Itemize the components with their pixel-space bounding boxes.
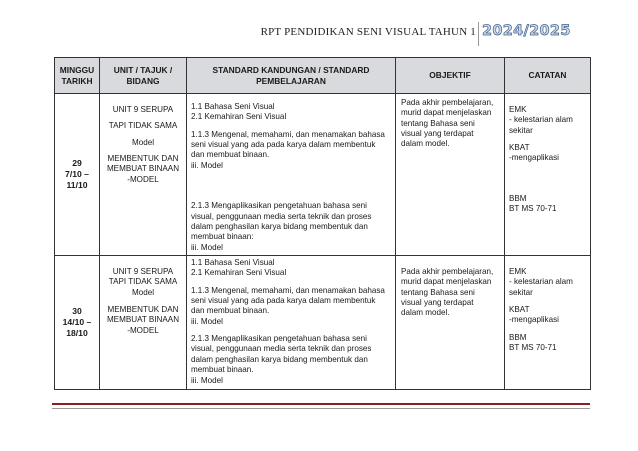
obj-line: Pada akhir pembelajaran, <box>401 266 494 276</box>
date-start: 7/10 – <box>65 168 89 179</box>
bbm-line: BT MS 70-71 <box>509 204 557 214</box>
rpt-table <box>54 57 591 390</box>
page-footer-rule <box>52 403 590 409</box>
obj-line: visual yang terdapat <box>401 298 474 308</box>
header-minggu: MINGGU <box>59 64 95 75</box>
bbm-label: BBM <box>509 193 527 203</box>
date-end: 11/10 <box>66 179 88 190</box>
unit-line: MEMBUAT BINAAN <box>106 164 180 174</box>
obj-line: dalam model. <box>401 139 450 149</box>
sk-line: seni visual yang ada pada karya dalam membentuk <box>191 296 376 306</box>
sk-line: seni visual yang ada pada karya dalam membentuk <box>191 140 376 150</box>
sk-line: visual, penggunaan media serta teknik dan proses <box>191 211 372 221</box>
cell-standard <box>187 255 396 389</box>
week-number: 30 <box>72 305 82 316</box>
kbat-label: KBAT <box>509 305 530 315</box>
header-standard <box>187 58 396 94</box>
header-unit-tajuk-bidang <box>100 58 187 94</box>
emk-label: EMK <box>509 266 527 276</box>
sk-line: dan membuat binaan. <box>191 306 270 316</box>
page-header <box>0 22 638 48</box>
sk-line: visual, penggunaan media serta teknik dan proses <box>191 344 372 354</box>
cell-minggu <box>55 94 100 256</box>
cell-catatan <box>505 94 591 256</box>
unit-line: -MODEL <box>127 325 159 335</box>
obj-line: murid dapat menjelaskan <box>401 277 492 287</box>
date-end: 18/10 <box>66 327 88 338</box>
footer-gray-line <box>52 408 590 409</box>
sk-line: 2.1 Kemahiran Seni Visual <box>191 268 287 278</box>
sk-line: 2.1.3 Mengaplikasikan pengetahuan bahasa seni <box>191 334 367 344</box>
bbm-label: BBM <box>509 332 527 342</box>
date-start: 14/10 – <box>62 316 92 327</box>
header-divider <box>478 22 479 46</box>
obj-line: visual yang terdapat <box>401 129 474 139</box>
obj-line: murid dapat menjelaskan <box>401 108 492 118</box>
cell-catatan <box>505 255 591 389</box>
emk-line: - kelestarian alam <box>509 277 573 287</box>
header-catatan: CATATAN <box>505 58 591 94</box>
unit-line: UNIT 9 SERUPA <box>112 105 174 114</box>
bbm-line: BT MS 70-71 <box>509 343 557 353</box>
header-standard-line2: PEMBELAJARAN <box>256 75 326 86</box>
cell-minggu <box>55 255 100 389</box>
cell-unit <box>100 94 187 256</box>
sk-line: membuat binaan: <box>191 232 254 242</box>
cell-objektif <box>396 94 505 256</box>
emk-label: EMK <box>509 105 527 114</box>
footer-red-line <box>52 403 590 405</box>
sk-line: 2.1.3 Mengaplikasikan pengetahuan bahasa seni <box>191 201 367 211</box>
unit-line: Model <box>131 137 155 147</box>
kbat-line: -mengaplikasi <box>509 153 559 163</box>
sk-line: iii. Model <box>191 242 223 252</box>
unit-line: MEMBENTUK DAN <box>107 305 179 315</box>
cell-standard <box>187 94 396 256</box>
obj-line: tentang Bahasa seni <box>401 287 475 297</box>
sk-line: 2.1 Kemahiran Seni Visual <box>191 112 287 122</box>
unit-line: MEMBUAT BINAAN <box>106 315 180 325</box>
week-number: 29 <box>72 157 82 168</box>
sk-line: dalam penghasilan karya bidang membentuk dan <box>191 221 368 231</box>
emk-line: - kelestarian alam <box>509 115 573 125</box>
sk-line: 1.1.3 Mengenal, memahami, dan menamakan bahasa <box>191 129 385 139</box>
kbat-line: -mengaplikasi <box>509 315 559 325</box>
cell-unit <box>100 255 187 389</box>
sk-line: dalam penghasilan karya bidang membentuk dan <box>191 354 368 364</box>
header-unit-line2: BIDANG <box>126 75 160 86</box>
header-unit-line1: UNIT / TAJUK / <box>113 64 173 75</box>
obj-line: dalam model. <box>401 308 450 318</box>
sk-line: 1.1 Bahasa Seni Visual <box>191 102 275 111</box>
emk-line: sekitar <box>509 287 533 297</box>
table-header-row <box>55 58 591 94</box>
sk-line: iii. Model <box>191 160 223 170</box>
unit-line: TAPI TIDAK SAMA <box>108 121 178 131</box>
header-tarikh: TARIKH <box>61 75 93 86</box>
unit-line: -MODEL <box>127 174 159 184</box>
obj-line: Pada akhir pembelajaran, <box>401 98 494 107</box>
sk-line: 1.1.3 Mengenal, memahami, dan menamakan bahasa <box>191 285 385 295</box>
header-minggu-tarikh <box>55 58 100 94</box>
sk-line: 1.1 Bahasa Seni Visual <box>191 257 275 267</box>
unit-line: UNIT 9 SERUPA <box>112 266 174 276</box>
unit-line: MEMBENTUK DAN <box>107 154 179 164</box>
obj-line: tentang Bahasa seni <box>401 118 475 128</box>
sk-line: dan membuat binaan. <box>191 150 270 160</box>
sk-line: iii. Model <box>191 316 223 326</box>
document-title: RPT PENDIDIKAN SENI VISUAL TAHUN 1 <box>260 26 476 38</box>
table-row <box>55 255 591 389</box>
unit-line: TAPI TIDAK SAMA <box>108 277 178 287</box>
kbat-label: KBAT <box>509 143 530 153</box>
header-objektif: OBJEKTIF <box>396 58 505 94</box>
year-label: 2024/2025 <box>482 23 571 39</box>
sk-line: membuat binaan. <box>191 365 254 375</box>
cell-objektif <box>396 255 505 389</box>
sk-line: iii. Model <box>191 375 223 385</box>
table-row <box>55 94 591 256</box>
emk-line: sekitar <box>509 125 533 135</box>
header-standard-line1: STANDARD KANDUNGAN / STANDARD <box>212 64 370 75</box>
unit-line: Model <box>131 287 155 297</box>
